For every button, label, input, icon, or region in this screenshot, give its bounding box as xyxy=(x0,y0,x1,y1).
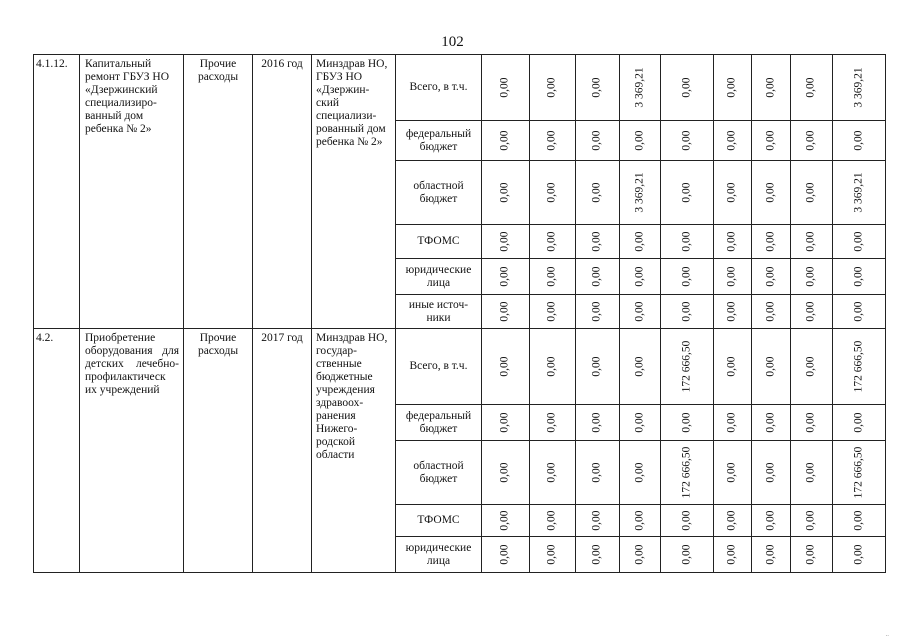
value-cell xyxy=(833,537,886,573)
value-cell xyxy=(752,121,791,161)
value-cell xyxy=(576,161,620,225)
value-text: 0,00 xyxy=(764,182,777,203)
value-cell xyxy=(833,295,886,329)
value-cell xyxy=(833,225,886,259)
value-text: 0,00 xyxy=(546,510,558,531)
value-cell xyxy=(530,329,576,405)
value-text: 0,00 xyxy=(499,231,511,252)
value-text: 0,00 xyxy=(680,510,693,531)
year: 2017 год xyxy=(253,329,312,573)
value-text: 0,00 xyxy=(852,301,865,322)
value-cell xyxy=(482,161,530,225)
value-text: 3 369,21 xyxy=(633,172,646,213)
value-text: 0,00 xyxy=(764,356,777,377)
value-cell xyxy=(576,537,620,573)
value-cell xyxy=(791,295,833,329)
value-cell xyxy=(482,505,530,537)
value-cell xyxy=(791,259,833,295)
value-text: 0,00 xyxy=(852,266,865,287)
value-cell xyxy=(576,329,620,405)
funding-source: Всего, в т.ч. xyxy=(396,329,482,405)
value-text: 0,00 xyxy=(499,462,511,483)
value-cell xyxy=(482,537,530,573)
value-cell xyxy=(714,225,752,259)
funding-source: областной бюджет xyxy=(396,161,482,225)
value-cell xyxy=(576,225,620,259)
value-text: 0,00 xyxy=(805,130,817,151)
value-cell xyxy=(620,505,661,537)
value-text: 0,00 xyxy=(726,130,738,151)
value-cell xyxy=(752,161,791,225)
value-cell xyxy=(833,329,886,405)
value-text: 0,00 xyxy=(726,510,738,531)
value-text: 0,00 xyxy=(633,544,646,565)
value-text: 0,00 xyxy=(633,356,646,377)
year: 2016 год xyxy=(253,55,312,329)
value-cell xyxy=(714,259,752,295)
value-text: 0,00 xyxy=(764,412,777,433)
value-text: 0,00 xyxy=(680,301,693,322)
value-text: 0,00 xyxy=(726,266,738,287)
value-cell xyxy=(482,225,530,259)
value-cell xyxy=(791,505,833,537)
value-text: 172 666,50 xyxy=(680,446,693,499)
table-body xyxy=(34,55,886,573)
page-number: 102 xyxy=(441,34,464,50)
value-text: 0,00 xyxy=(726,412,738,433)
value-text: 0,00 xyxy=(546,182,558,203)
value-text: 0,00 xyxy=(726,544,738,565)
funding-source: федеральный бюджет xyxy=(396,405,482,441)
value-cell xyxy=(482,295,530,329)
value-text: 0,00 xyxy=(726,77,738,98)
value-cell xyxy=(620,121,661,161)
value-cell xyxy=(752,505,791,537)
value-cell xyxy=(714,295,752,329)
expense-type: Прочие расходы xyxy=(184,55,253,329)
funding-source: Всего, в т.ч. xyxy=(396,55,482,121)
value-cell xyxy=(752,259,791,295)
value-cell xyxy=(482,55,530,121)
value-text: 0,00 xyxy=(805,231,817,252)
value-cell xyxy=(576,121,620,161)
value-cell xyxy=(791,161,833,225)
value-cell xyxy=(530,161,576,225)
value-cell xyxy=(620,441,661,505)
value-text: 0,00 xyxy=(680,231,693,252)
value-text: 0,00 xyxy=(546,544,558,565)
value-cell xyxy=(661,441,714,505)
value-text: 0,00 xyxy=(726,231,738,252)
value-cell xyxy=(482,121,530,161)
value-text: 172 666,50 xyxy=(852,340,865,393)
value-cell xyxy=(714,329,752,405)
funding-source: областной бюджет xyxy=(396,441,482,505)
value-cell xyxy=(530,121,576,161)
value-cell xyxy=(620,259,661,295)
item-name: Приобретение оборудования для детских лечебно-профилактическ их учреждений xyxy=(80,329,184,573)
value-text: 0,00 xyxy=(546,77,558,98)
value-text: 0,00 xyxy=(764,544,777,565)
value-text: 0,00 xyxy=(633,231,646,252)
value-text: 0,00 xyxy=(499,130,511,151)
value-cell xyxy=(576,55,620,121)
value-text: 0,00 xyxy=(764,231,777,252)
value-text: 0,00 xyxy=(805,182,817,203)
funding-source: ТФОМС xyxy=(396,505,482,537)
value-cell xyxy=(482,329,530,405)
value-cell xyxy=(714,55,752,121)
value-cell xyxy=(752,441,791,505)
value-text: 0,00 xyxy=(546,462,558,483)
value-cell xyxy=(833,441,886,505)
funding-source: федеральный бюджет xyxy=(396,121,482,161)
value-cell xyxy=(752,537,791,573)
value-cell xyxy=(530,259,576,295)
value-cell xyxy=(833,405,886,441)
table-row xyxy=(34,329,886,405)
value-cell xyxy=(791,225,833,259)
value-text: 172 666,50 xyxy=(852,446,865,499)
value-text: 0,00 xyxy=(499,356,511,377)
value-text: 0,00 xyxy=(591,412,603,433)
value-text: 3 369,21 xyxy=(852,172,865,213)
value-cell xyxy=(576,441,620,505)
value-cell xyxy=(530,55,576,121)
value-cell xyxy=(661,225,714,259)
value-text: 0,00 xyxy=(546,266,558,287)
value-text: 0,00 xyxy=(546,356,558,377)
value-text: 0,00 xyxy=(805,356,817,377)
value-text: 0,00 xyxy=(633,266,646,287)
value-text: 0,00 xyxy=(805,266,817,287)
value-cell xyxy=(620,225,661,259)
funding-source: юридические лица xyxy=(396,537,482,573)
value-text: 0,00 xyxy=(591,356,603,377)
value-text: 0,00 xyxy=(764,77,777,98)
value-text: 0,00 xyxy=(680,182,693,203)
value-text: 0,00 xyxy=(499,182,511,203)
value-text: 0,00 xyxy=(764,462,777,483)
value-cell xyxy=(620,55,661,121)
value-cell xyxy=(620,161,661,225)
value-cell xyxy=(576,259,620,295)
corner-mark: .. xyxy=(885,630,889,638)
value-text: 0,00 xyxy=(499,77,511,98)
value-text: 0,00 xyxy=(852,510,865,531)
value-cell xyxy=(482,259,530,295)
value-text: 0,00 xyxy=(591,544,603,565)
value-text: 0,00 xyxy=(764,266,777,287)
value-text: 0,00 xyxy=(633,301,646,322)
value-text: 172 666,50 xyxy=(680,340,693,393)
value-cell xyxy=(530,405,576,441)
funding-source: юридические лица xyxy=(396,259,482,295)
value-text: 0,00 xyxy=(726,356,738,377)
value-cell xyxy=(791,537,833,573)
value-text: 0,00 xyxy=(499,544,511,565)
value-cell xyxy=(576,405,620,441)
executor: Минздрав НО, ГБУЗ НО «Дзержин-ский специализи-рованный дом ребенка № 2» xyxy=(312,55,396,329)
value-text: 0,00 xyxy=(805,412,817,433)
value-cell xyxy=(833,259,886,295)
value-text: 0,00 xyxy=(805,77,817,98)
value-text: 0,00 xyxy=(680,266,693,287)
value-cell xyxy=(833,161,886,225)
funding-source: ТФОМС xyxy=(396,225,482,259)
value-text: 0,00 xyxy=(591,130,603,151)
value-text: 0,00 xyxy=(680,130,693,151)
value-cell xyxy=(530,441,576,505)
value-text: 0,00 xyxy=(499,266,511,287)
value-text: 0,00 xyxy=(680,544,693,565)
value-cell xyxy=(752,329,791,405)
value-text: 0,00 xyxy=(852,412,865,433)
value-text: 0,00 xyxy=(499,301,511,322)
value-cell xyxy=(530,505,576,537)
value-text: 0,00 xyxy=(764,130,777,151)
value-cell xyxy=(791,441,833,505)
value-text: 0,00 xyxy=(805,510,817,531)
value-cell xyxy=(791,329,833,405)
value-text: 0,00 xyxy=(633,130,646,151)
funding-source: иные источ-ники xyxy=(396,295,482,329)
value-text: 0,00 xyxy=(805,301,817,322)
value-text: 0,00 xyxy=(591,77,603,98)
value-cell xyxy=(833,55,886,121)
value-cell xyxy=(661,55,714,121)
value-text: 0,00 xyxy=(726,462,738,483)
value-cell xyxy=(620,329,661,405)
value-cell xyxy=(833,505,886,537)
value-cell xyxy=(620,537,661,573)
value-text: 0,00 xyxy=(591,462,603,483)
value-text: 0,00 xyxy=(591,231,603,252)
value-text: 0,00 xyxy=(633,510,646,531)
value-cell xyxy=(661,121,714,161)
value-text: 0,00 xyxy=(591,182,603,203)
value-text: 0,00 xyxy=(764,510,777,531)
value-cell xyxy=(752,405,791,441)
value-text: 0,00 xyxy=(726,182,738,203)
value-text: 0,00 xyxy=(852,231,865,252)
value-text: 0,00 xyxy=(726,301,738,322)
value-text: 0,00 xyxy=(546,231,558,252)
value-cell xyxy=(752,225,791,259)
value-cell xyxy=(482,441,530,505)
value-cell xyxy=(576,295,620,329)
value-cell xyxy=(714,405,752,441)
item-code: 4.1.12. xyxy=(34,55,80,329)
value-cell xyxy=(752,295,791,329)
value-text: 0,00 xyxy=(591,266,603,287)
value-cell xyxy=(791,405,833,441)
value-text: 0,00 xyxy=(633,462,646,483)
value-cell xyxy=(661,537,714,573)
value-text: 0,00 xyxy=(805,544,817,565)
value-cell xyxy=(482,405,530,441)
value-cell xyxy=(752,55,791,121)
value-cell xyxy=(530,295,576,329)
value-cell xyxy=(661,329,714,405)
value-text: 3 369,21 xyxy=(852,67,865,108)
value-cell xyxy=(576,505,620,537)
value-cell xyxy=(714,537,752,573)
value-text: 0,00 xyxy=(591,510,603,531)
executor: Минздрав НО, государ-ственные бюджетные учреждения здравоох-ранения Нижего-родской области xyxy=(312,329,396,573)
value-text: 0,00 xyxy=(680,412,693,433)
budget-table xyxy=(33,54,886,573)
item-name: Капитальный ремонт ГБУЗ НО «Дзержинский специализиро-ванный дом ребенка № 2» xyxy=(80,55,184,329)
value-cell xyxy=(620,295,661,329)
value-text: 0,00 xyxy=(633,412,646,433)
expense-type: Прочие расходы xyxy=(184,329,253,573)
value-text: 0,00 xyxy=(499,510,511,531)
value-text: 0,00 xyxy=(680,77,693,98)
table-row xyxy=(34,55,886,121)
value-text: 0,00 xyxy=(499,412,511,433)
value-text: 0,00 xyxy=(764,301,777,322)
value-text: 0,00 xyxy=(852,130,865,151)
value-text: 3 369,21 xyxy=(633,67,646,108)
value-cell xyxy=(714,505,752,537)
value-cell xyxy=(661,295,714,329)
value-text: 0,00 xyxy=(546,412,558,433)
value-cell xyxy=(530,537,576,573)
value-cell xyxy=(620,405,661,441)
value-cell xyxy=(833,121,886,161)
value-cell xyxy=(661,161,714,225)
value-text: 0,00 xyxy=(546,130,558,151)
item-code: 4.2. xyxy=(34,329,80,573)
value-cell xyxy=(714,441,752,505)
value-cell xyxy=(714,121,752,161)
value-cell xyxy=(661,259,714,295)
value-text: 0,00 xyxy=(805,462,817,483)
value-cell xyxy=(661,505,714,537)
value-cell xyxy=(661,405,714,441)
value-text: 0,00 xyxy=(852,544,865,565)
value-text: 0,00 xyxy=(546,301,558,322)
value-cell xyxy=(791,121,833,161)
value-cell xyxy=(791,55,833,121)
value-cell xyxy=(530,225,576,259)
value-text: 0,00 xyxy=(591,301,603,322)
value-cell xyxy=(714,161,752,225)
